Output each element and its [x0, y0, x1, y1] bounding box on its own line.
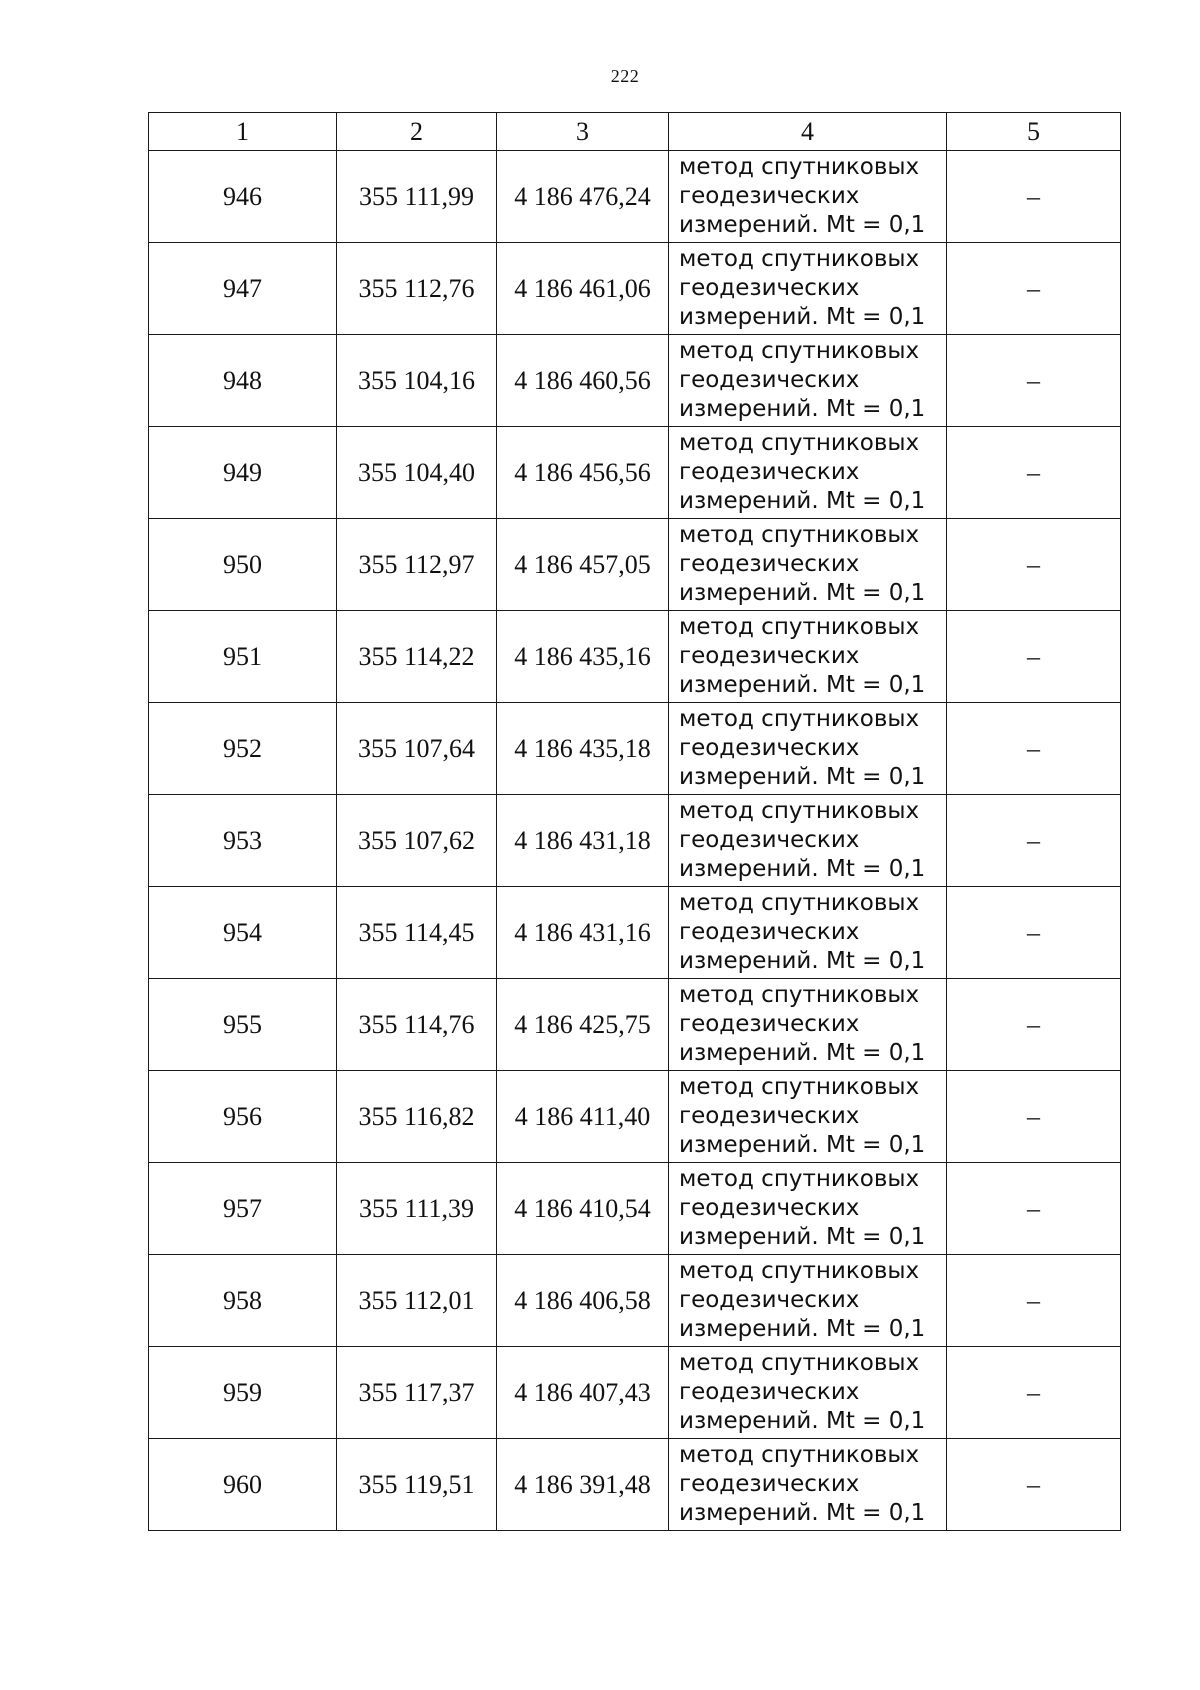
method-cell	[669, 335, 947, 427]
point-number-cell: 957	[149, 1163, 337, 1255]
method-cell	[669, 1347, 947, 1439]
y-coordinate-cell: 4 186 457,05	[497, 519, 669, 611]
method-line: измерений. Mt = 0,1	[679, 580, 926, 606]
method-cell	[669, 887, 947, 979]
table-header	[149, 113, 1121, 151]
method-line: измерений. Mt = 0,1	[679, 1316, 926, 1342]
method-line: метод спутниковых	[679, 430, 920, 456]
x-coordinate-cell: 355 104,16	[337, 335, 497, 427]
header-col-3: 3	[497, 113, 669, 151]
y-coordinate-cell: 4 186 431,16	[497, 887, 669, 979]
method-line: геодезических	[679, 1379, 860, 1405]
method-line: метод спутниковых	[679, 522, 920, 548]
table-row	[149, 979, 1121, 1071]
method-line: геодезических	[679, 459, 860, 485]
method-line: геодезических	[679, 1287, 860, 1313]
y-coordinate-cell: 4 186 435,16	[497, 611, 669, 703]
y-coordinate-cell: 4 186 476,24	[497, 151, 669, 243]
method-line: геодезических	[679, 551, 860, 577]
point-number-cell: 947	[149, 243, 337, 335]
y-coordinate-cell: 4 186 456,56	[497, 427, 669, 519]
note-cell: –	[947, 1071, 1121, 1163]
x-coordinate-cell: 355 112,76	[337, 243, 497, 335]
method-line: геодезических	[679, 735, 860, 761]
method-cell	[669, 795, 947, 887]
point-number-cell: 955	[149, 979, 337, 1071]
table-row	[149, 1439, 1121, 1531]
table-header-row	[149, 113, 1121, 151]
method-line: метод спутниковых	[679, 706, 920, 732]
method-line: измерений. Mt = 0,1	[679, 212, 926, 238]
point-number-cell: 951	[149, 611, 337, 703]
x-coordinate-cell: 355 119,51	[337, 1439, 497, 1531]
method-line: метод спутниковых	[679, 890, 920, 916]
y-coordinate-cell: 4 186 460,56	[497, 335, 669, 427]
x-coordinate-cell: 355 107,62	[337, 795, 497, 887]
method-line: геодезических	[679, 183, 860, 209]
point-number-cell: 949	[149, 427, 337, 519]
x-coordinate-cell: 355 104,40	[337, 427, 497, 519]
x-coordinate-cell: 355 112,01	[337, 1255, 497, 1347]
method-line: метод спутниковых	[679, 1074, 920, 1100]
table-row	[149, 519, 1121, 611]
method-line: геодезических	[679, 919, 860, 945]
note-cell: –	[947, 1347, 1121, 1439]
method-cell	[669, 519, 947, 611]
method-line: измерений. Mt = 0,1	[679, 304, 926, 330]
x-coordinate-cell: 355 116,82	[337, 1071, 497, 1163]
point-number-cell: 948	[149, 335, 337, 427]
method-cell	[669, 1255, 947, 1347]
method-cell	[669, 1163, 947, 1255]
method-line: геодезических	[679, 827, 860, 853]
method-line: геодезических	[679, 1103, 860, 1129]
method-line: метод спутниковых	[679, 246, 920, 272]
y-coordinate-cell: 4 186 431,18	[497, 795, 669, 887]
method-line: геодезических	[679, 367, 860, 393]
table-row	[149, 1163, 1121, 1255]
note-cell: –	[947, 151, 1121, 243]
table-row	[149, 611, 1121, 703]
method-line: геодезических	[679, 1471, 860, 1497]
method-cell	[669, 611, 947, 703]
y-coordinate-cell: 4 186 435,18	[497, 703, 669, 795]
x-coordinate-cell: 355 117,37	[337, 1347, 497, 1439]
method-cell	[669, 427, 947, 519]
y-coordinate-cell: 4 186 391,48	[497, 1439, 669, 1531]
method-line: измерений. Mt = 0,1	[679, 948, 926, 974]
y-coordinate-cell: 4 186 411,40	[497, 1071, 669, 1163]
page-number: 222	[610, 66, 640, 86]
point-number-cell: 954	[149, 887, 337, 979]
note-cell: –	[947, 335, 1121, 427]
note-cell: –	[947, 1439, 1121, 1531]
table-row	[149, 335, 1121, 427]
y-coordinate-cell: 4 186 406,58	[497, 1255, 669, 1347]
note-cell: –	[947, 427, 1121, 519]
header-col-4: 4	[669, 113, 947, 151]
y-coordinate-cell: 4 186 461,06	[497, 243, 669, 335]
method-line: измерений. Mt = 0,1	[679, 764, 926, 790]
method-cell	[669, 1071, 947, 1163]
method-cell	[669, 703, 947, 795]
x-coordinate-cell: 355 107,64	[337, 703, 497, 795]
note-cell: –	[947, 519, 1121, 611]
point-number-cell: 950	[149, 519, 337, 611]
header-col-2: 2	[337, 113, 497, 151]
method-line: измерений. Mt = 0,1	[679, 1040, 926, 1066]
method-line: метод спутниковых	[679, 982, 920, 1008]
point-number-cell: 953	[149, 795, 337, 887]
method-cell	[669, 243, 947, 335]
note-cell: –	[947, 1163, 1121, 1255]
note-cell: –	[947, 1255, 1121, 1347]
note-cell: –	[947, 795, 1121, 887]
point-number-cell: 958	[149, 1255, 337, 1347]
y-coordinate-cell: 4 186 425,75	[497, 979, 669, 1071]
method-line: измерений. Mt = 0,1	[679, 1500, 926, 1526]
note-cell: –	[947, 703, 1121, 795]
method-line: измерений. Mt = 0,1	[679, 1224, 926, 1250]
method-line: геодезических	[679, 275, 860, 301]
point-number-cell: 956	[149, 1071, 337, 1163]
method-line: геодезических	[679, 643, 860, 669]
method-line: геодезических	[679, 1195, 860, 1221]
table-row	[149, 427, 1121, 519]
x-coordinate-cell: 355 114,45	[337, 887, 497, 979]
table-row	[149, 703, 1121, 795]
method-line: метод спутниковых	[679, 1350, 920, 1376]
method-line: метод спутниковых	[679, 1258, 920, 1284]
table-row	[149, 1071, 1121, 1163]
method-line: измерений. Mt = 0,1	[679, 672, 926, 698]
method-line: метод спутниковых	[679, 614, 920, 640]
table-row	[149, 151, 1121, 243]
method-line: измерений. Mt = 0,1	[679, 396, 926, 422]
coordinates-table	[148, 112, 1121, 1531]
method-line: измерений. Mt = 0,1	[679, 488, 926, 514]
note-cell: –	[947, 979, 1121, 1071]
method-line: метод спутниковых	[679, 1166, 920, 1192]
table-body	[149, 151, 1121, 1531]
table-row	[149, 887, 1121, 979]
point-number-cell: 946	[149, 151, 337, 243]
point-number-cell: 960	[149, 1439, 337, 1531]
method-line: метод спутниковых	[679, 338, 920, 364]
x-coordinate-cell: 355 111,39	[337, 1163, 497, 1255]
x-coordinate-cell: 355 111,99	[337, 151, 497, 243]
method-cell	[669, 151, 947, 243]
note-cell: –	[947, 887, 1121, 979]
method-line: метод спутниковых	[679, 798, 920, 824]
method-cell	[669, 1439, 947, 1531]
table-row	[149, 795, 1121, 887]
y-coordinate-cell: 4 186 410,54	[497, 1163, 669, 1255]
method-line: метод спутниковых	[679, 1442, 920, 1468]
table-row	[149, 1347, 1121, 1439]
note-cell: –	[947, 611, 1121, 703]
note-cell: –	[947, 243, 1121, 335]
header-col-5: 5	[947, 113, 1121, 151]
y-coordinate-cell: 4 186 407,43	[497, 1347, 669, 1439]
table-row	[149, 243, 1121, 335]
x-coordinate-cell: 355 114,22	[337, 611, 497, 703]
x-coordinate-cell: 355 114,76	[337, 979, 497, 1071]
point-number-cell: 959	[149, 1347, 337, 1439]
table-row	[149, 1255, 1121, 1347]
method-line: геодезических	[679, 1011, 860, 1037]
method-line: измерений. Mt = 0,1	[679, 856, 926, 882]
x-coordinate-cell: 355 112,97	[337, 519, 497, 611]
header-col-1: 1	[149, 113, 337, 151]
method-line: метод спутниковых	[679, 154, 920, 180]
point-number-cell: 952	[149, 703, 337, 795]
method-line: измерений. Mt = 0,1	[679, 1408, 926, 1434]
method-cell	[669, 979, 947, 1071]
method-line: измерений. Mt = 0,1	[679, 1132, 926, 1158]
